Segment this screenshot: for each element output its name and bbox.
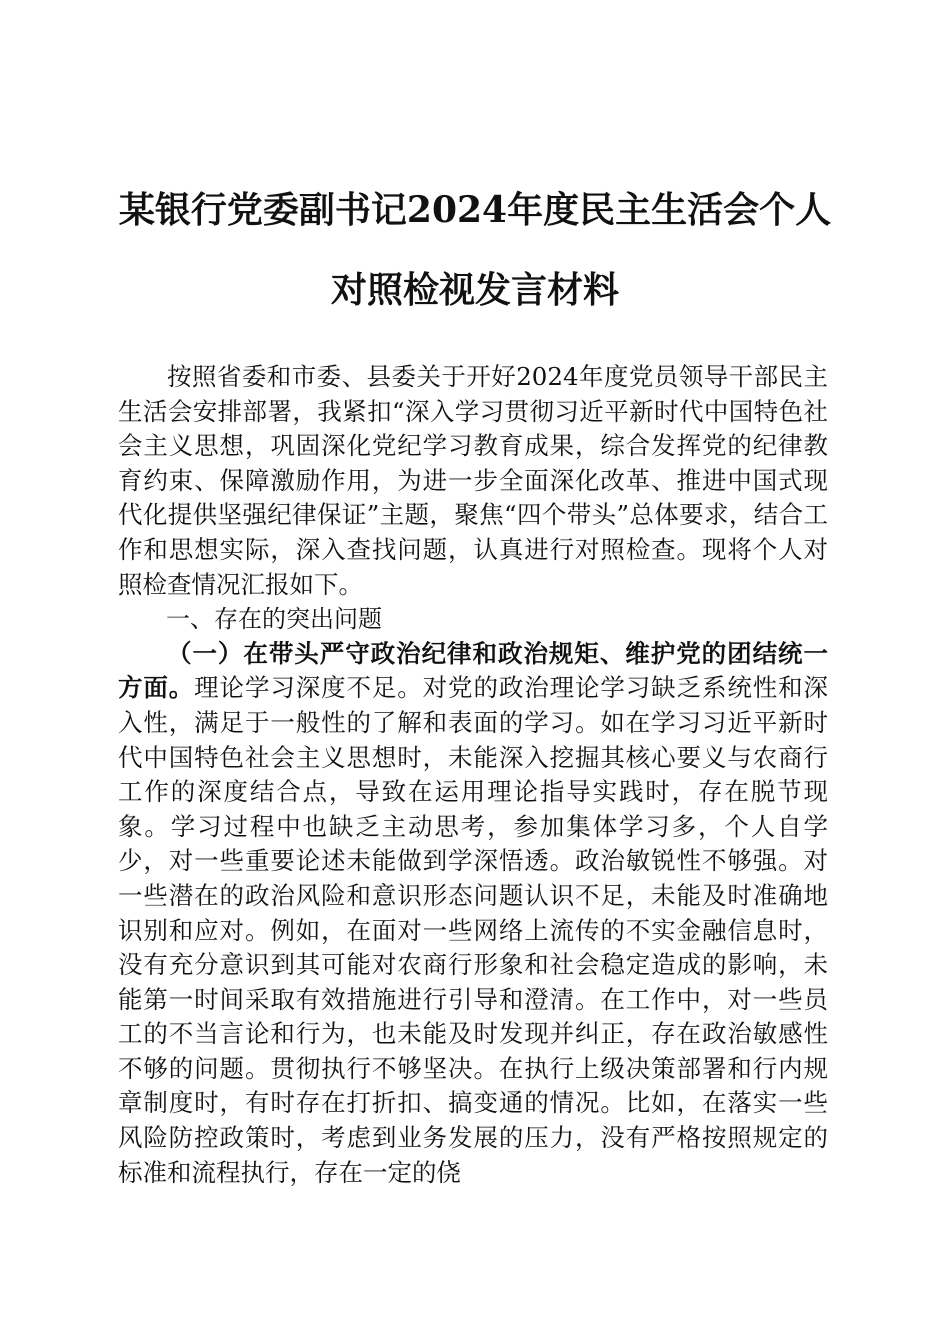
document-title [100, 170, 850, 330]
section-heading: 一、存在的突出问题 [166, 605, 382, 634]
document-body [118, 360, 828, 1190]
title-line-2: 对照检视发言材料 [330, 269, 619, 311]
intro-paragraph: 按照省委和市委、县委关于开好2024年度党员领导干部民主生活会安排部署，我紧扣“深入学习贯彻习近平新时代中国特色社会主义思想，巩固深化党纪学习教育成果，综合发挥党的纪律教育约束、保障激励作用，为进一步全面深化改革、推进中国式现代化提供坚强纪律保证”主题，聚焦“四个带头”总体要求，结合工作和思想实际，深入查找问题，认真进行对照检查。现将个人对照检查情况汇报如下。 [118, 362, 828, 599]
subsection-paragraph [118, 637, 828, 1191]
title-line-1: 某银行党委副书记2024年度民主生活会个人 [118, 189, 832, 231]
subsection-body: 理论学习深度不足。对党的政治理论学习缺乏系统性和深入性，满足于一般性的了解和表面的学习。如在学习习近平新时代中国特色社会主义思想时，未能深入挖掘其核心要义与农商行工作的深度结合点，导致在运用理论指导实践时，存在脱节现象。学习过程中也缺乏主动思考，参加集体学习多，个人自学少，对一些重要论述未能做到学深悟透。政治敏锐性不够强。对一些潜在的政治风险和意识形态问题认识不足，未能及时准确地识别和应对。例如，在面对一些网络上流传的不实金融信息时，没有充分意识到其可能对农商行形象和社会稳定造成的影响，未能第一时间采取有效措施进行引导和澄清。在工作中，对一些员工的不当言论和行为，也未能及时发现并纠正，存在政治敏感性不够的问题。贯彻执行不够坚决。在执行上级决策部署和行内规章制度时，有时存在打折扣、搞变通的情况。比如，在落实一些风险防控政策时，考虑到业务发展的压力，没有严格按照规定的标准和流程执行，存在一定的侥 [118, 673, 829, 1187]
subsection-heading: （一）在带头严守政治纪律和政治规矩、维护党的团结统一方面。 [118, 638, 828, 703]
